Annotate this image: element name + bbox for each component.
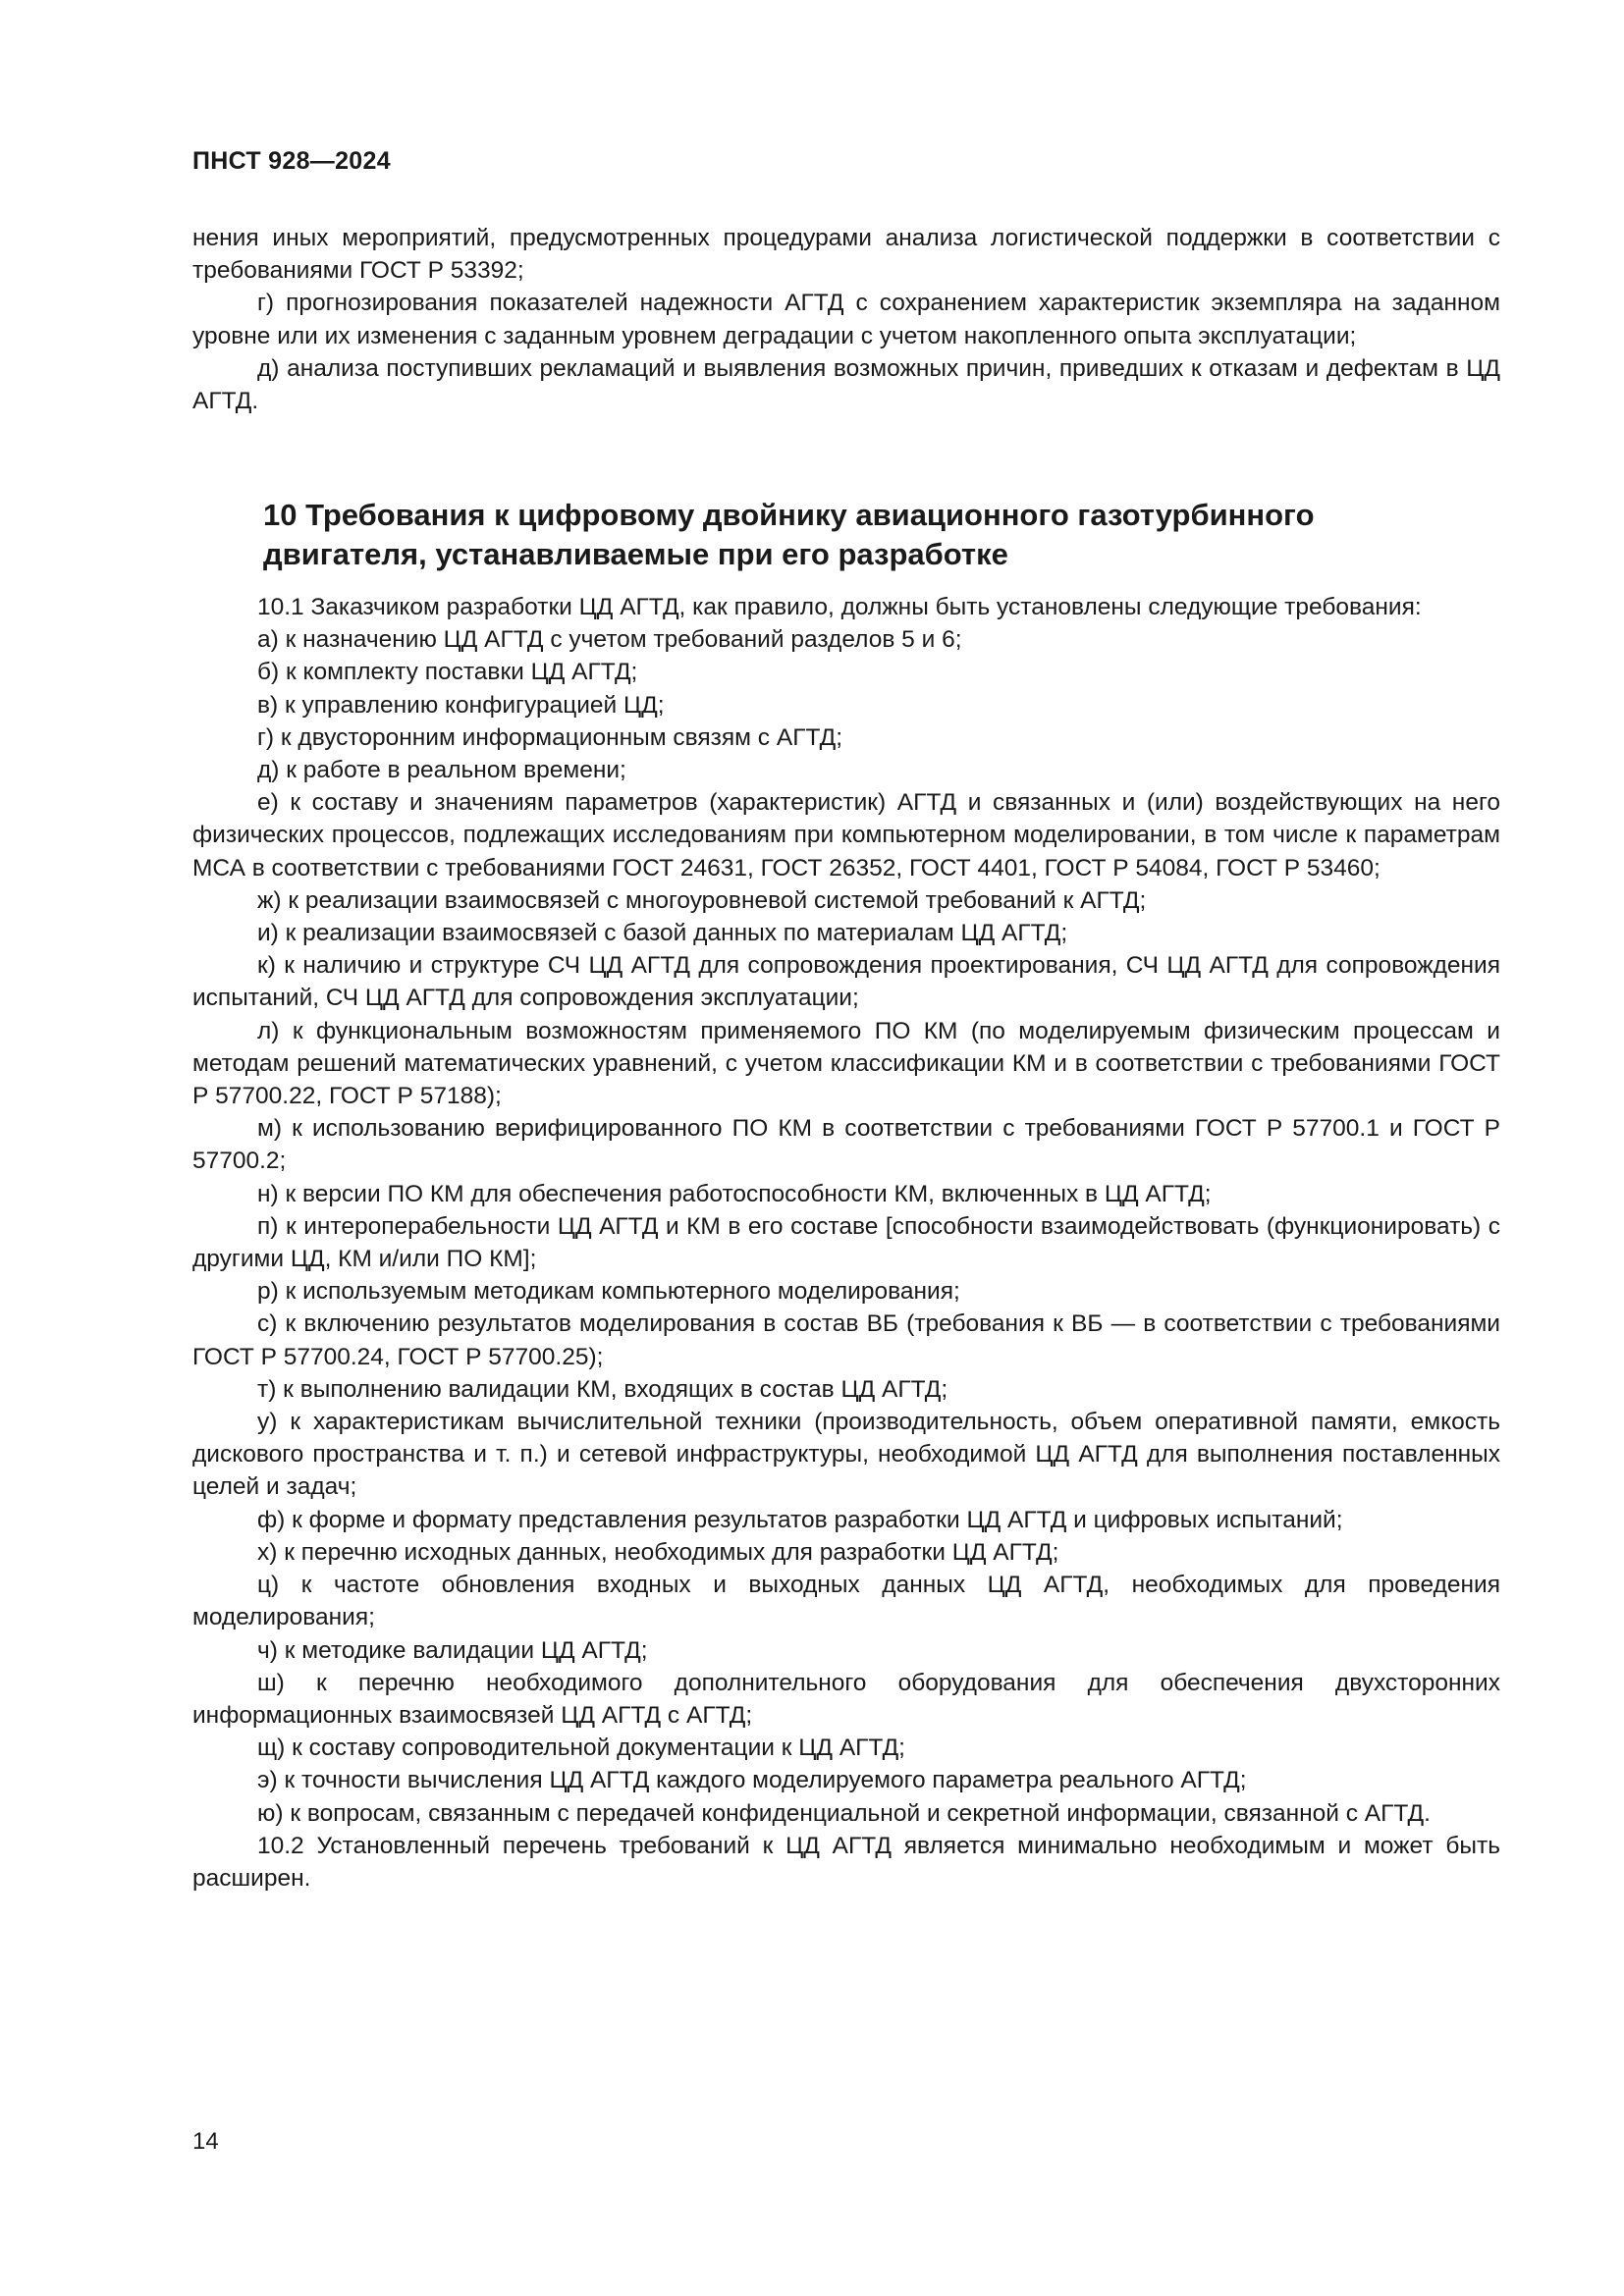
list-item: с) к включению результатов моделирования в состав ВБ (требования к ВБ — в соответствии с требованиями ГОСТ Р 57700.24, ГОСТ Р 57700.25); [192,1310,1500,1370]
list-item: и) к реализации взаимосвязей с базой данных по материалам ЦД АГТД; [257,920,1068,947]
list-item: х) к перечню исходных данных, необходимых для разработки ЦД АГТД; [257,1538,1059,1566]
list-item: б) к комплекту поставки ЦД АГТД; [257,659,638,686]
page-number: 14 [192,2128,219,2155]
document-id-header: ПНСТ 928—2024 [192,147,391,175]
list-item: м) к использованию верифицированного ПО КМ в соответствии с требованиями ГОСТ Р 57700.1 и ГОСТ Р 57700.2; [192,1115,1500,1175]
list-item: у) к характеристикам вычислительной техники (производительность, объем оперативной памяти, емкость дискового пространства и т. п.) и сетевой инфраструктуры, необходимой ЦД АГТД для выполнения поставленных целей и задач; [192,1409,1500,1501]
list-item: л) к функциональным возможностям применяемого ПО КМ (по моделируемым физическим процессам и методам решений математических уравнений, с учетом классификации КМ и в соответствии с требованиями ГОСТ Р 57700.22, ГОСТ Р 57188); [192,1017,1500,1110]
list-item: н) к версии ПО КМ для обеспечения работоспособности КМ, включенных в ЦД АГТД; [257,1180,1212,1207]
intro-paragraph-item-g: г) прогнозирования показателей надежности АГТД с сохранением характеристик экземпляра на заданном уровне или их изменения с заданным уровнем деградации с учетом накопленного опыта эксплуатации; [192,290,1500,349]
list-item: т) к выполнению валидации КМ, входящих в состав ЦД АГТД; [257,1375,948,1403]
list-item: ч) к методике валидации ЦД АГТД; [257,1636,648,1664]
intro-paragraph-item-d: д) анализа поступивших рекламаций и выявления возможных причин, приведших к отказам и дефектам в ЦД АГТД. [192,354,1500,415]
list-item: щ) к составу сопроводительной документации к ЦД АГТД; [257,1735,905,1762]
list-item: ц) к частоте обновления входных и выходных данных ЦД АГТД, необходимых для проведения моделирования; [192,1572,1500,1631]
list-item: г) к двусторонним информационным связям с АГТД; [257,723,843,751]
list-item: ш) к перечню необходимого дополнительного оборудования для обеспечения двухсторонних информационных взаимосвязей ЦД АГТД с АГТД; [192,1669,1500,1729]
list-item: п) к интероперабельности ЦД АГТД и КМ в его составе [способности взаимодействовать (функционировать) с другими ЦД, КМ и/или ПО КМ]; [192,1212,1500,1273]
section-10-heading: 10 Требования к цифровому двойнику авиационного газотурбинного двигателя, устанавливаемые при его разработке [263,498,1315,571]
clause-10-1: 10.1 Заказчиком разработки ЦД АГТД, как правило, должны быть установлены следующие требования: [257,594,1422,620]
list-item: в) к управлению конфигурацией ЦД; [257,691,665,719]
clause-10-2: 10.2 Установленный перечень требований к ЦД АГТД является минимально необходимым и может быть расширен. [192,1832,1500,1892]
list-item: е) к составу и значениям параметров (характеристик) АГТД и связанных и (или) воздействующих на него физических процессов, подлежащих исследованиям при компьютерном моделировании, в том числе к параметрам МСА в соответствии с требованиями ГОСТ 24631, ГОСТ 26352, ГОСТ 4401, ГОСТ Р 54084, ГОСТ Р 53460; [192,789,1500,881]
section-10-body [192,591,1500,1895]
list-item: к) к наличию и структуре СЧ ЦД АГТД для сопровождения проектирования, СЧ ЦД АГТД для сопровождения испытаний, СЧ ЦД АГТД для сопровождения эксплуатации; [192,952,1500,1012]
list-item: э) к точности вычисления ЦД АГТД каждого моделируемого параметра реального АГТД; [257,1767,1247,1794]
list-item: ф) к форме и формату представления результатов разработки ЦД АГТД и цифровых испытаний; [257,1506,1343,1533]
list-item: р) к используемым методикам компьютерного моделирования; [257,1278,960,1306]
intro-paragraph-continuation: нения иных мероприятий, предусмотренных процедурами анализа логистической поддержки в соответствии с требованиями ГОСТ Р 53392; [192,225,1500,285]
list-item: а) к назначению ЦД АГТД с учетом требований разделов 5 и 6; [257,626,962,654]
list-item: ж) к реализации взаимосвязей с многоуровневой системой требований к АГТД; [257,886,1147,914]
list-item: ю) к вопросам, связанным с передачей конфиденциальной и секретной информации, связанной с АГТД. [257,1799,1431,1827]
list-item: д) к работе в реальном времени; [257,757,626,784]
intro-text-block [192,222,1500,417]
